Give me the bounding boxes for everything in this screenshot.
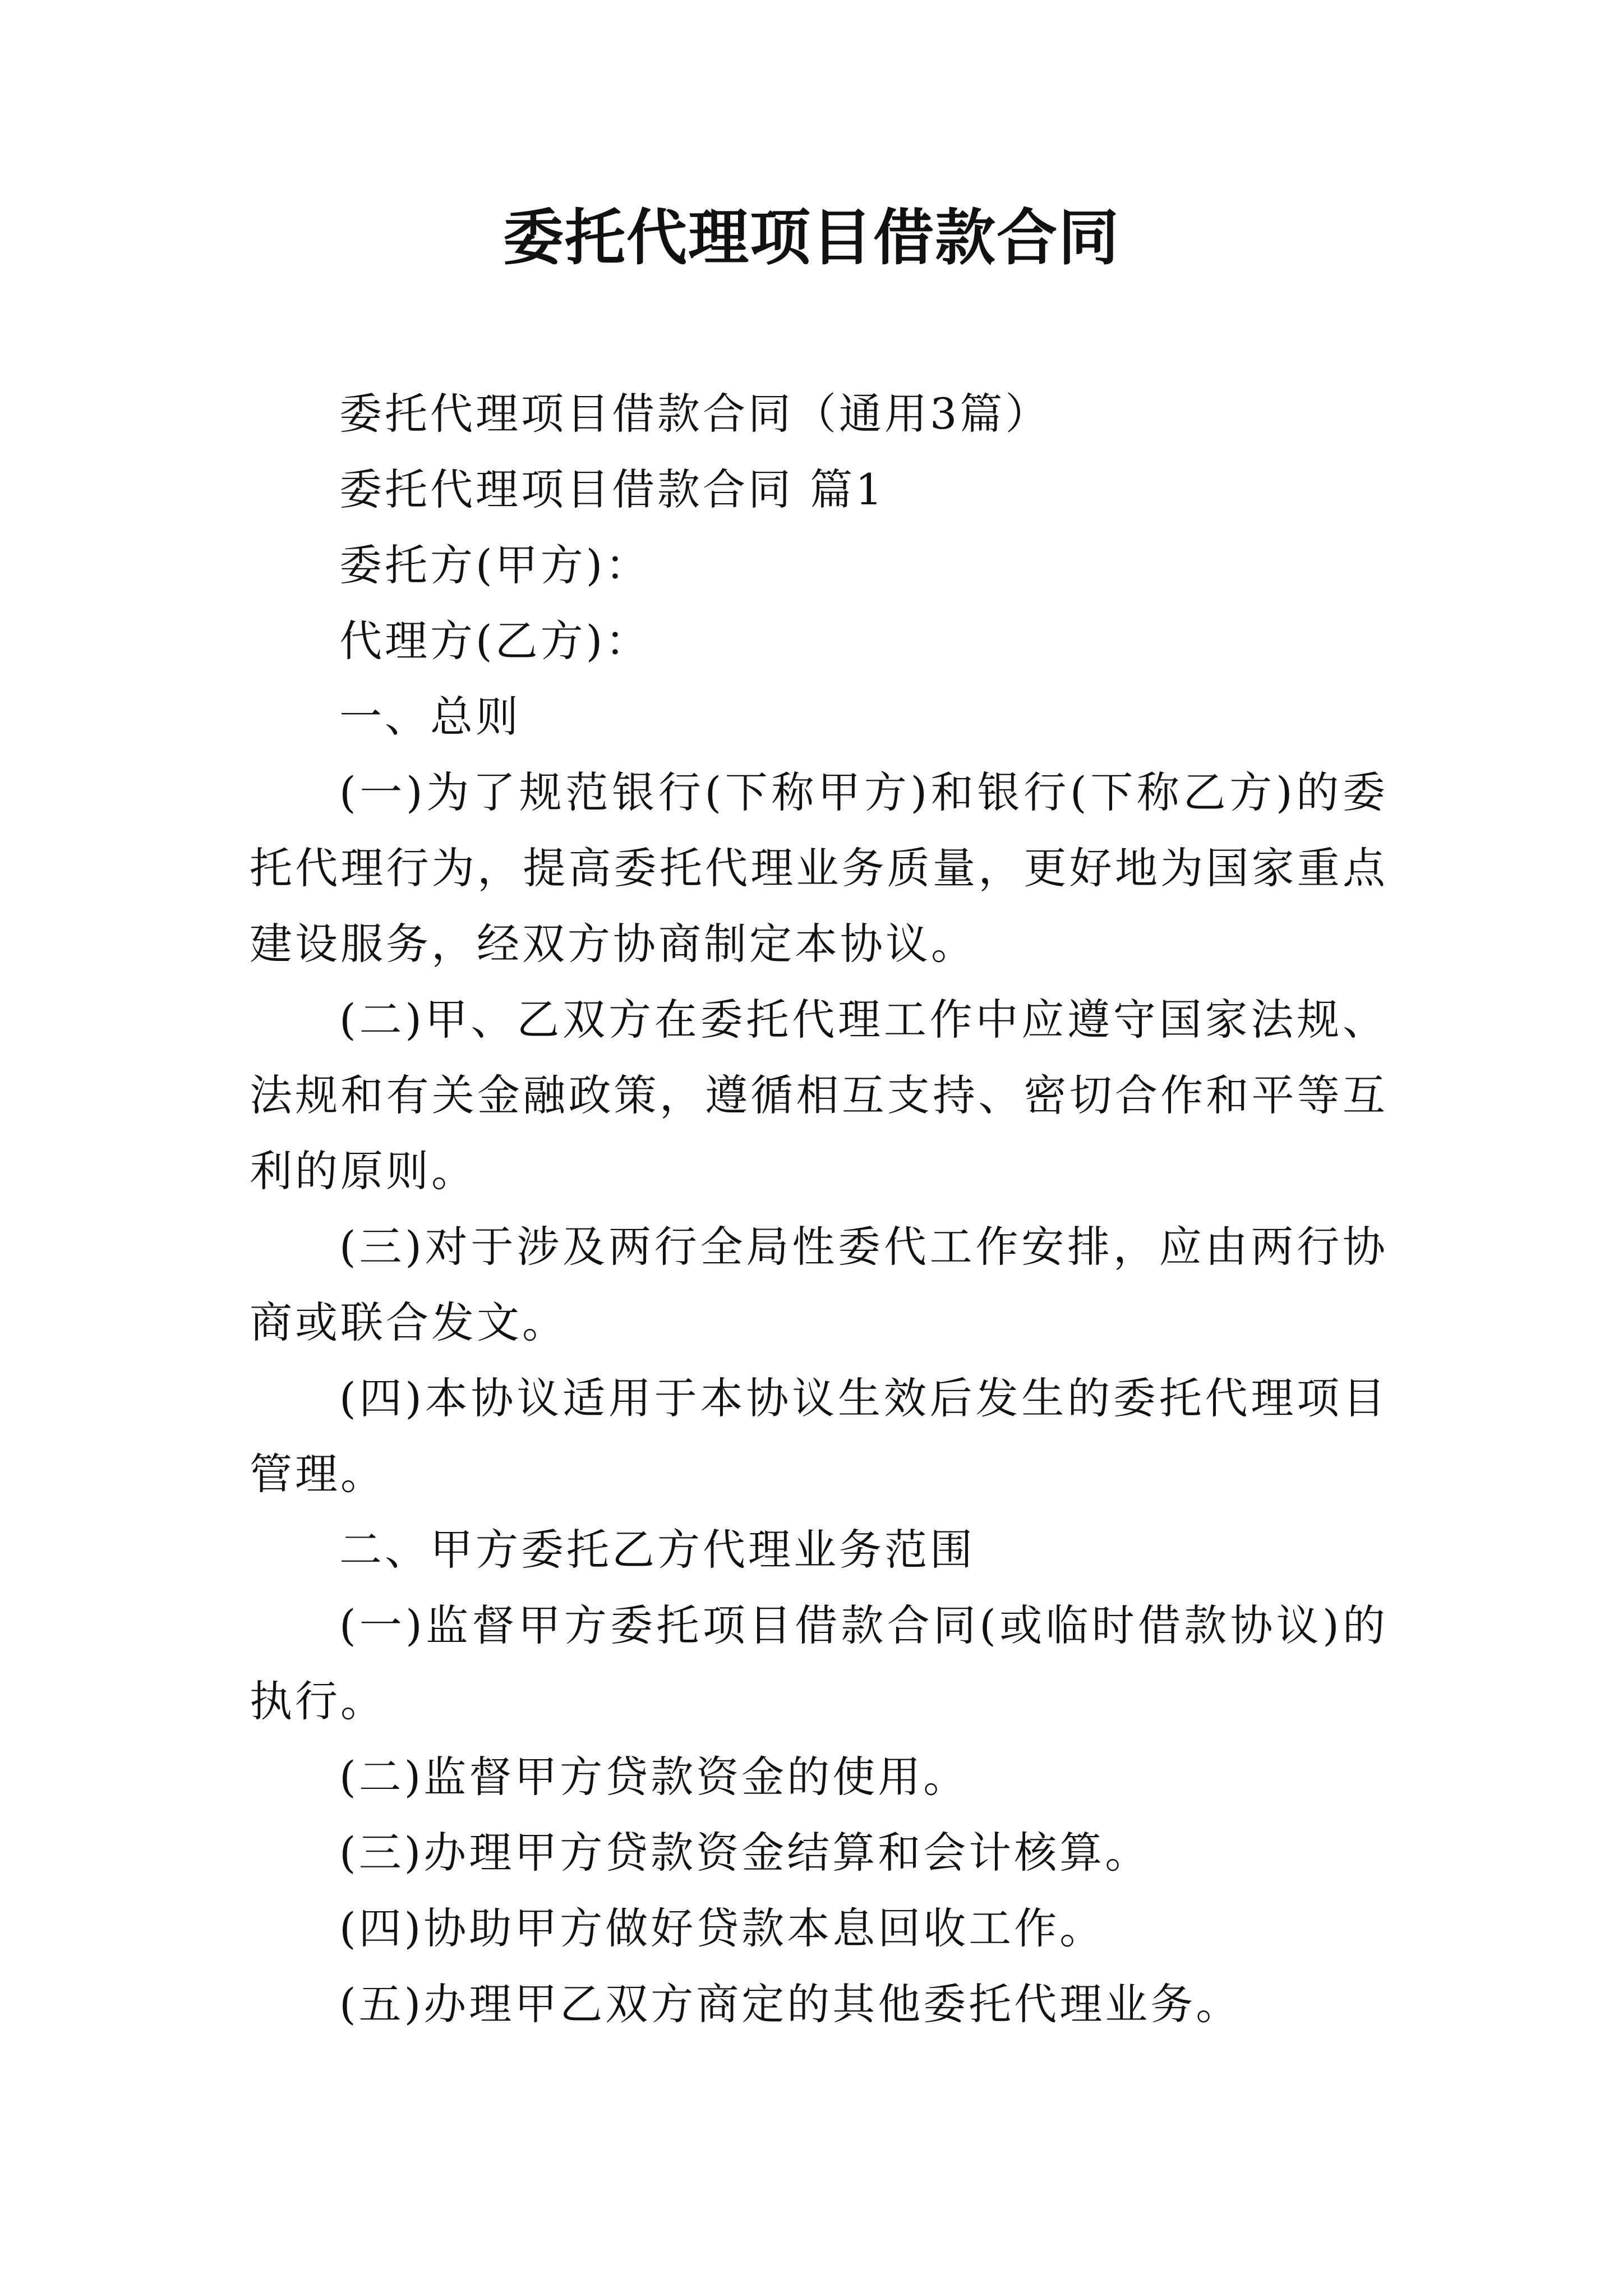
body-paragraph: (五)办理甲乙双方商定的其他委托代理业务。: [339, 1979, 1242, 2029]
body-paragraph: (一)监督甲方委托项目借款合同(或临时借款协议)的执行。: [250, 1600, 1388, 1726]
section-heading: 委托代理项目借款合同 篇1: [339, 464, 886, 514]
body-paragraph: (一)为了规范银行(下称甲方)和银行(下称乙方)的委托代理行为，提高委托代理业务质量，更好地为国家重点建设服务，经双方协商制定本协议。: [250, 767, 1388, 969]
document-title: 委托代理项目借款合同: [502, 203, 1120, 273]
body-paragraph: (三)办理甲方贷款资金结算和会计核算。: [339, 1828, 1151, 1878]
party-a-line: 委托方(甲方)：: [339, 540, 651, 590]
body-paragraph: (四)本协议适用于本协议生效后发生的委托代理项目管理。: [250, 1373, 1388, 1499]
party-b-line: 代理方(乙方)：: [339, 616, 651, 666]
document-body: [250, 376, 1388, 2042]
body-paragraph: (四)协助甲方做好贷款本息回收工作。: [339, 1903, 1105, 1953]
body-paragraph: (三)对于涉及两行全局性委代工作安排，应由两行协商或联合发文。: [250, 1222, 1388, 1347]
chapter-heading: 一、总则: [339, 692, 521, 742]
body-paragraph: (二)甲、乙双方在委托代理工作中应遵守国家法规、法规和有关金融政策，遵循相互支持、密切合作和平等互利的原则。: [250, 995, 1388, 1196]
subtitle-paragraph: 委托代理项目借款合同（通用3篇）: [339, 389, 1051, 439]
body-paragraph: (二)监督甲方贷款资金的使用。: [339, 1752, 969, 1802]
chapter-heading: 二、甲方委托乙方代理业务范围: [339, 1525, 975, 1575]
